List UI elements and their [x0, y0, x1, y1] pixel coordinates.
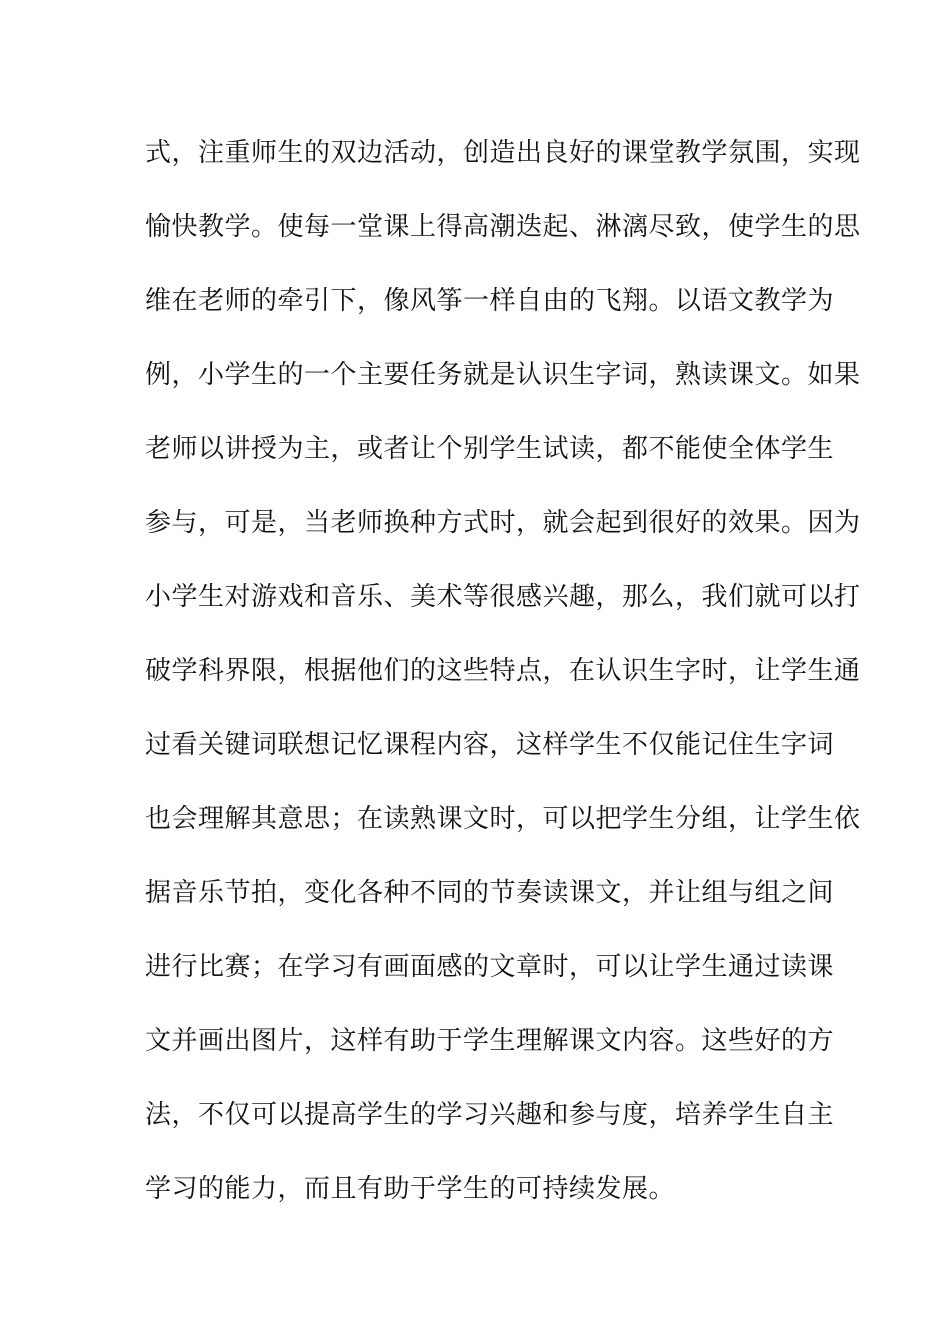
text-line: 进行比赛；在学习有画面感的文章时，可以让学生通过读课	[145, 952, 835, 982]
body-paragraph	[145, 126, 861, 1236]
text-line: 例，小学生的一个主要任务就是认识生字词，熟读课文。如果	[145, 360, 861, 390]
text-line: 也会理解其意思；在读熟课文时，可以把学生分组，让学生依	[145, 804, 861, 834]
text-line-last: 学习的能力，而且有助于学生的可持续发展。	[145, 1174, 676, 1204]
text-line: 式，注重师生的双边活动，创造出良好的课堂教学氛围，实现	[145, 138, 861, 168]
text-line: 参与，可是，当老师换种方式时，就会起到很好的效果。因为	[145, 508, 861, 538]
text-line: 文并画出图片，这样有助于学生理解课文内容。这些好的方	[145, 1026, 835, 1056]
text-line: 破学科界限，根据他们的这些特点，在认识生字时，让学生通	[145, 656, 861, 686]
text-line: 维在老师的牵引下，像风筝一样自由的飞翔。以语文教学为	[145, 286, 835, 316]
text-line: 法，不仅可以提高学生的学习兴趣和参与度，培养学生自主	[145, 1100, 835, 1130]
text-line: 小学生对游戏和音乐、美术等很感兴趣，那么，我们就可以打	[145, 582, 861, 612]
text-line: 老师以讲授为主，或者让个别学生试读，都不能使全体学生	[145, 434, 835, 464]
text-line: 过看关键词联想记忆课程内容，这样学生不仅能记住生字词	[145, 730, 835, 760]
text-line: 愉快教学。使每一堂课上得高潮迭起、淋漓尽致，使学生的思	[145, 212, 861, 242]
text-line: 据音乐节拍，变化各种不同的节奏读课文，并让组与组之间	[145, 878, 835, 908]
